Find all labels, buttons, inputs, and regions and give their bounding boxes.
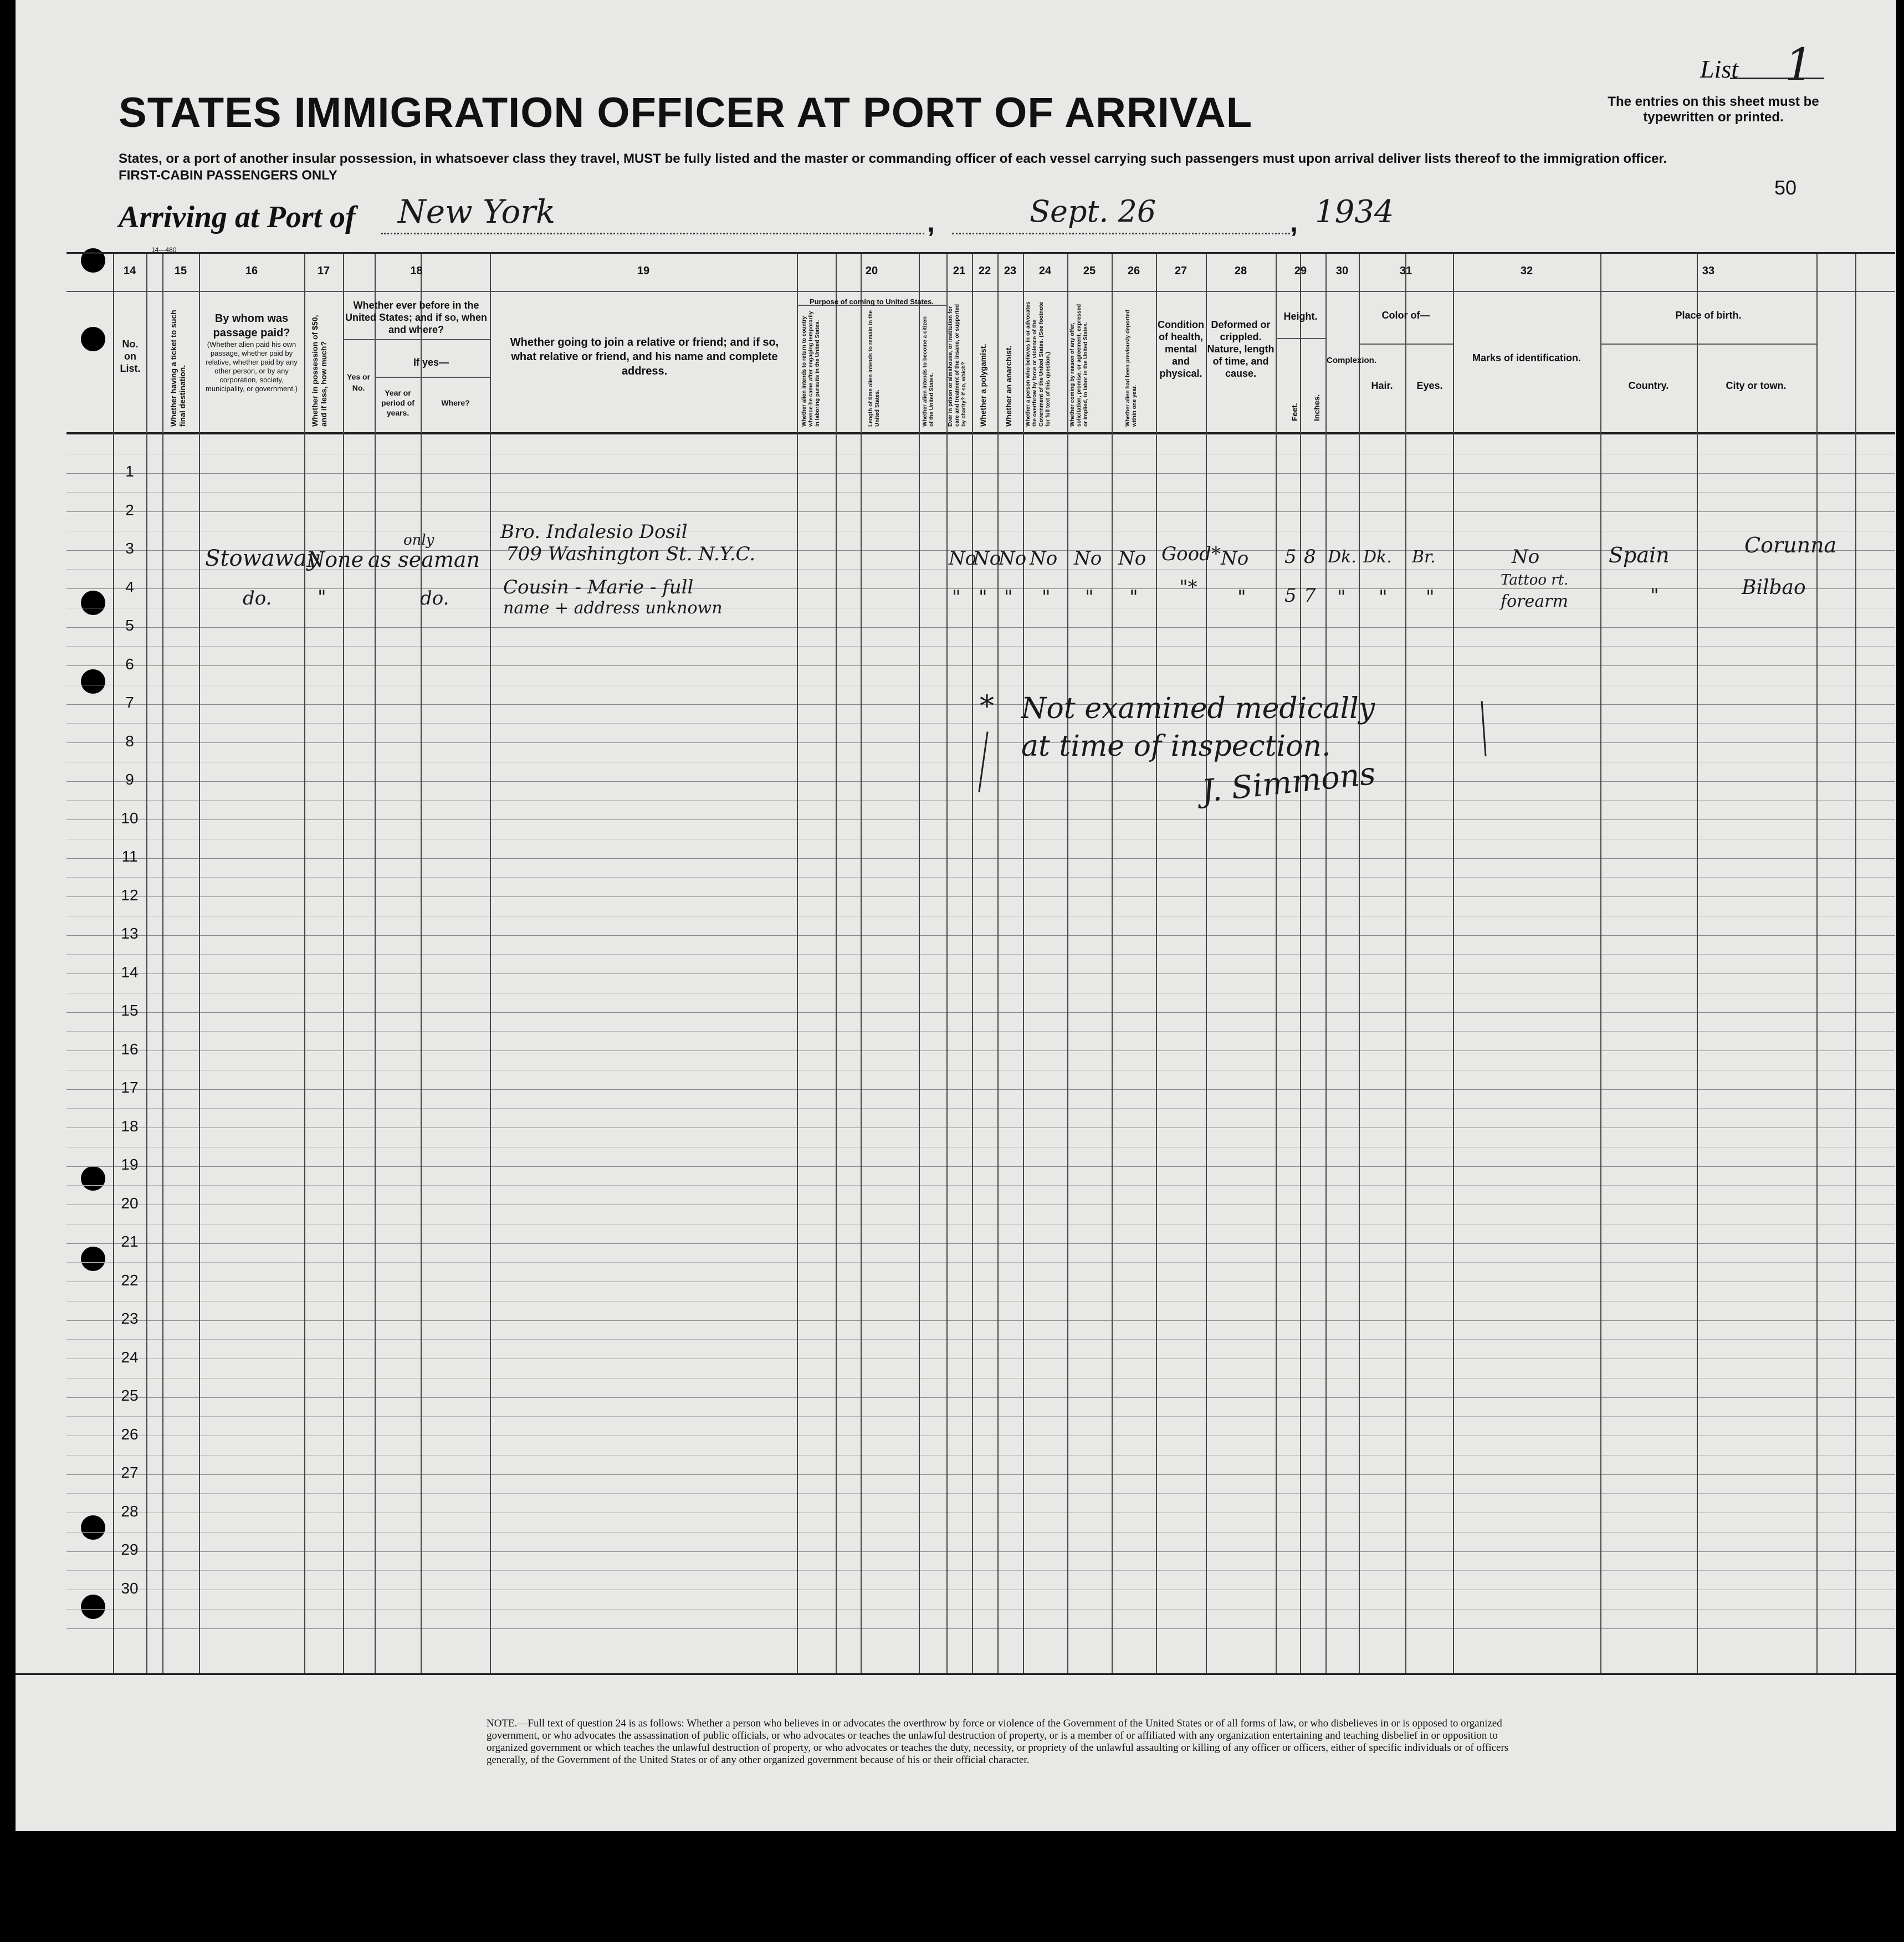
r3-join-line1: Bro. Indalesio Dosil [500, 521, 688, 543]
row-line [66, 819, 1895, 820]
column-line [1023, 254, 1024, 1673]
header-c16 [201, 311, 302, 393]
colnum-22: 22 [978, 265, 991, 277]
row-subline [66, 1108, 1895, 1109]
r3-inches: 8 [1304, 546, 1316, 568]
row-number: 9 [125, 771, 134, 788]
column-line [1359, 254, 1360, 1673]
header-c32: Marks of identification. [1472, 352, 1581, 363]
row-number: 27 [121, 1464, 139, 1481]
row-subline [66, 1532, 1895, 1533]
column-line [797, 254, 798, 1673]
r4-passage-paid: do. [243, 587, 272, 609]
column-line [304, 254, 305, 1673]
subtitle: FIRST-CABIN PASSENGERS ONLY [119, 168, 337, 183]
column-line [997, 254, 999, 1673]
row-subline [66, 877, 1895, 878]
row-subline [66, 1455, 1895, 1456]
header-c21: Ever in prison or almshouse, or institution for care and treatment of the insane, or supported by charity? If so, which? [948, 304, 967, 427]
punch-hole [81, 327, 105, 351]
colnum-32: 32 [1520, 265, 1533, 277]
column-line [1276, 254, 1277, 1673]
footnote: NOTE.—Full text of question 24 is as follows: Whether a person who believes in or advocates the overthrow by force or violence of the Government of the United States or of all forms of law, or who disbelieves in or is opposed to organized government, or who advocates the assassination of public officials, or who advocates or teaches the unlawful destruction of property, or is a member of or affiliated with any organization entertaining and teaching disbelief in or opposition to organized government or which teaches the unlawful destruction of property, or who advocates or teaches the duty, necessity, or propriety of the unlawful assaulting or killing of any officer or officers, either of specific individuals or of officers generally, of the Government of the United States or of any other organized government because of his or their official character. [487, 1718, 1509, 1766]
row-number: 4 [125, 578, 134, 596]
row-subline [66, 1185, 1895, 1186]
header-c18-year: Year or period of years. [381, 388, 414, 417]
r3-country: Spain [1609, 543, 1670, 567]
r4-ditto-c25: " [1085, 586, 1094, 608]
r4-ditto-c30: " [1337, 586, 1346, 608]
colnum-21: 21 [953, 265, 966, 277]
r3-join-line2: 709 Washington St. N.Y.C. [506, 543, 756, 565]
header-c30: Complexion. [1327, 356, 1377, 365]
port-value: New York [398, 193, 556, 230]
table-top-border [66, 252, 1895, 254]
column-line [972, 254, 973, 1673]
colnum-17: 17 [317, 265, 330, 277]
row-subline [66, 723, 1895, 724]
r3-c23: No [999, 547, 1027, 570]
column-line [1300, 254, 1301, 1673]
column-line [1855, 254, 1856, 1673]
list-underline [1730, 78, 1824, 79]
colnum-24: 24 [1038, 265, 1052, 277]
row-number: 3 [125, 540, 134, 557]
row-number: 5 [125, 617, 134, 634]
form-number: 14—480 [151, 246, 177, 254]
row-line [66, 1628, 1895, 1629]
row-number: 29 [121, 1541, 139, 1558]
row-line [66, 742, 1895, 743]
form-title: STATES IMMIGRATION OFFICER AT PORT OF ARRIVAL [119, 89, 1253, 136]
row-line [66, 1551, 1895, 1552]
colnum-14: 14 [123, 265, 136, 277]
header-c20-b: Length of time alien intends to remain in the United States. [868, 310, 881, 427]
column-line [199, 254, 200, 1673]
r4-marks-line2: forearm [1501, 592, 1568, 611]
r3-c24: No [1030, 547, 1058, 570]
header-c20-main: Purpose of coming to United States. [810, 298, 934, 306]
annotation [1021, 690, 1375, 765]
date-value: Sept. 26 [1030, 194, 1156, 229]
row-line [66, 434, 1895, 435]
row-subline [66, 1416, 1895, 1417]
column-line [1697, 254, 1698, 1673]
header-c18-main: Whether ever before in the United States; and if so, when and where? [345, 300, 488, 335]
r3-c25: No [1074, 547, 1102, 570]
r4-feet: 5 [1284, 585, 1297, 607]
row-number: 17 [121, 1079, 139, 1096]
header-c26: Whether alien had been previously deported within one year. [1125, 310, 1138, 427]
row-number: 7 [125, 694, 134, 711]
row-number: 14 [121, 963, 139, 981]
row-number: 16 [121, 1040, 139, 1058]
instructions [119, 151, 1781, 184]
r4-health: "* [1179, 576, 1197, 598]
column-line [861, 254, 862, 1673]
column-line [946, 254, 948, 1673]
header-c18-where: Where? [441, 398, 470, 407]
r4-ditto-c21: " [952, 586, 961, 608]
header-c18-ifyes: If yes— [413, 357, 449, 368]
row-number: 30 [121, 1579, 139, 1597]
r4-join-line2: name + address unknown [503, 598, 723, 618]
row-number: 26 [121, 1425, 139, 1443]
colnum-27: 27 [1174, 265, 1188, 277]
header-c31-eyes: Eyes. [1416, 380, 1443, 391]
subheader-line [1359, 344, 1453, 345]
r3-hair: Dk. [1363, 547, 1392, 567]
r3-before-above: only [403, 532, 434, 549]
row-subline [66, 1378, 1895, 1379]
colnum-16: 16 [245, 265, 258, 277]
year-value: 1934 [1315, 194, 1394, 230]
instructions-text: States, or a port of another insular possession, in whatsoever class they travel, MUST be fully listed and the master or commanding officer of each vessel carrying such passengers must upon arrival deliver lists thereof to the immigration officer. [119, 151, 1667, 166]
row-line [66, 665, 1895, 666]
r4-ditto-c28: " [1237, 586, 1246, 608]
header-c14: No. on List. [120, 339, 141, 374]
row-number: 19 [121, 1156, 139, 1173]
colnum-18: 18 [410, 265, 423, 277]
colnum-divider [66, 291, 1895, 292]
column-line [836, 254, 837, 1673]
row-number: 12 [121, 886, 139, 904]
row-number: 24 [121, 1348, 139, 1366]
colnum-19: 19 [637, 265, 650, 277]
r4-city: Bilbao [1742, 576, 1806, 599]
row-number: 2 [125, 501, 134, 519]
entries-note: The entries on this sheet must be typewritten or printed. [1608, 94, 1819, 125]
header-c18-yes: Yes or No. [346, 372, 371, 392]
row-line [66, 973, 1895, 974]
r3-passage-paid: Stowaway [205, 546, 320, 571]
row-number: 8 [125, 732, 134, 750]
column-line [421, 254, 422, 1673]
colnum-25: 25 [1083, 265, 1096, 277]
row-number: 22 [121, 1271, 139, 1289]
r3-before: as seaman [368, 547, 480, 572]
row-subline [66, 1570, 1895, 1571]
header-c16-sub: (Whether alien paid his own passage, whether paid by relative, whether paid by any other person, or by any corporation, society, municipality, or government.) [206, 340, 298, 393]
header-c33-city: City or town. [1726, 380, 1787, 391]
row-line [66, 627, 1895, 628]
r3-city: Corunna [1744, 533, 1837, 557]
header-c23: Whether an anarchist. [1004, 345, 1013, 427]
header-c29-main: Height. [1283, 311, 1318, 322]
r3-health: Good* [1161, 543, 1221, 565]
row-subline [66, 800, 1895, 801]
column-line [375, 254, 376, 1673]
header-c28: Deformed or crippled. Nature, length of time, and cause. [1207, 319, 1275, 379]
colnum-15: 15 [174, 265, 187, 277]
header-c33-main: Place of birth. [1675, 310, 1742, 321]
column-line [919, 254, 920, 1673]
column-line [1206, 254, 1207, 1673]
r4-ditto-c26: " [1129, 586, 1138, 608]
annotation-line2: at time of inspection. [1021, 730, 1331, 763]
header-c22: Whether a polygamist. [979, 344, 987, 427]
colnum-33: 33 [1702, 265, 1715, 277]
row-subline [66, 1339, 1895, 1340]
header-bottom-border [66, 432, 1895, 434]
row-line [66, 1397, 1895, 1398]
row-number: 15 [121, 1002, 139, 1019]
row-number: 18 [121, 1117, 139, 1135]
colnum-26: 26 [1127, 265, 1140, 277]
row-line [66, 896, 1895, 897]
r4-ditto-c23: " [1004, 586, 1013, 608]
row-number: 21 [121, 1233, 139, 1250]
subheader-line [375, 377, 490, 378]
header-c29-feet: Feet. [1290, 403, 1299, 421]
row-number: 23 [121, 1310, 139, 1327]
r3-c21: No [949, 547, 977, 570]
r4-ditto-c24: " [1042, 586, 1051, 608]
r4-ditto-c31-hair: " [1379, 586, 1388, 608]
row-line [66, 1012, 1895, 1013]
date-underline [952, 233, 1290, 234]
r3-c26: No [1118, 547, 1147, 570]
header-c27: Condition of health, mental and physical. [1158, 319, 1204, 379]
row-number: 1 [125, 463, 134, 480]
row-line [66, 1089, 1895, 1090]
colnum-28: 28 [1234, 265, 1247, 277]
r3-eyes: Br. [1412, 547, 1436, 567]
header-c31-main: Color of— [1381, 310, 1430, 321]
r4-join-line1: Cousin - Marie - full [503, 576, 694, 598]
subheader-line [1276, 338, 1325, 339]
row-number: 10 [121, 809, 139, 827]
header-c17: Whether in possession of $50, and if less, how much? [310, 315, 328, 427]
header-c33-country: Country. [1628, 380, 1669, 391]
r4-money: " [318, 586, 326, 608]
header-c20-c: Whether alien intends to become a citizen of the United States. [922, 316, 935, 427]
row-line [66, 1243, 1895, 1244]
column-line [1816, 254, 1818, 1673]
row-number: 20 [121, 1194, 139, 1212]
header-c24: Whether a person who believes in or advocates the overthrow by force or violence of the Government of the United States. (See footnote for full text of this question.) [1025, 301, 1051, 427]
port-underline [381, 233, 924, 234]
column-line [1405, 254, 1406, 1673]
colnum-30: 30 [1335, 265, 1349, 277]
comma: , [1290, 207, 1298, 238]
colnum-29: 29 [1294, 265, 1307, 277]
row-subline [66, 1609, 1895, 1610]
comma: , [927, 207, 935, 238]
header-c16-main: By whom was passage paid? [213, 312, 290, 339]
colnum-31: 31 [1399, 265, 1412, 277]
signature: J. Simmons [1200, 755, 1378, 810]
r3-marks: No [1512, 546, 1540, 568]
column-line [490, 254, 491, 1673]
row-subline [66, 1031, 1895, 1032]
subheader-line [1600, 344, 1816, 345]
row-subline [66, 492, 1895, 493]
punch-hole [81, 1595, 105, 1619]
r4-before: do. [420, 587, 449, 609]
r3-feet: 5 [1284, 546, 1297, 568]
r4-country: " [1650, 585, 1659, 607]
row-subline [66, 954, 1895, 955]
row-number: 6 [125, 655, 134, 673]
row-number: 13 [121, 925, 139, 942]
arriving-line [119, 199, 356, 235]
column-line [162, 254, 163, 1673]
subheader-line [343, 339, 490, 340]
header-c25: Whether coming by reason of any offer, solicitation, promise, or agreement, expressed or implied, to labor in the United States. [1069, 304, 1089, 427]
punch-hole [81, 669, 105, 694]
column-line [1325, 254, 1327, 1673]
row-line [66, 511, 1895, 512]
row-subline [66, 1262, 1895, 1263]
column-line [1453, 254, 1454, 1673]
header-c31-hair: Hair. [1371, 380, 1393, 391]
r4-marks-line1: Tattoo rt. [1501, 572, 1569, 588]
r4-ditto-c22: " [979, 586, 987, 608]
row-number: 25 [121, 1387, 139, 1404]
header-c15: Whether having a ticket to such final destination. [169, 310, 187, 427]
page-number: 50 [1774, 176, 1796, 199]
row-line [66, 858, 1895, 859]
r3-complexion: Dk. [1328, 547, 1357, 567]
row-line [66, 1320, 1895, 1321]
row-line [66, 935, 1895, 936]
table-bottom-border [16, 1673, 1896, 1675]
r3-money: None [306, 547, 364, 572]
row-subline [66, 1301, 1895, 1302]
row-number: 28 [121, 1502, 139, 1520]
colnum-20: 20 [865, 265, 878, 277]
row-number: 11 [121, 848, 138, 865]
row-line [66, 1166, 1895, 1167]
colnum-23: 23 [1004, 265, 1017, 277]
annotation-line1: Not examined medically [1021, 692, 1375, 725]
header-c20-a: Whether alien intends to return to country whence he came after engaging temporarily in laboring pursuits in the United States. [801, 311, 821, 427]
r4-inches: 7 [1304, 585, 1316, 607]
column-line [1600, 254, 1601, 1673]
r4-ditto-c31-eyes: " [1426, 586, 1435, 608]
r3-deformed: No [1221, 547, 1249, 570]
annotation-star: * [980, 690, 994, 723]
column-line [343, 254, 344, 1673]
row-line [66, 1474, 1895, 1475]
annotation-bracket-right [1481, 701, 1487, 756]
row-subline [66, 646, 1895, 647]
column-line [1067, 254, 1068, 1673]
header-c29-inches: Inches. [1312, 394, 1321, 421]
arriving-label: Arriving at Port of [119, 200, 356, 234]
row-line [66, 473, 1895, 474]
list-number: 1 [1785, 39, 1813, 90]
column-line [1112, 254, 1113, 1673]
r3-c22: No [973, 547, 1001, 570]
list-label: List [1700, 55, 1738, 83]
manifest-sheet [16, 0, 1896, 1831]
row-subline [66, 1493, 1895, 1494]
header-c19: Whether going to join a relative or friend; and if so, what relative or friend, and his name and complete address. [510, 336, 779, 377]
column-line [1156, 254, 1157, 1673]
